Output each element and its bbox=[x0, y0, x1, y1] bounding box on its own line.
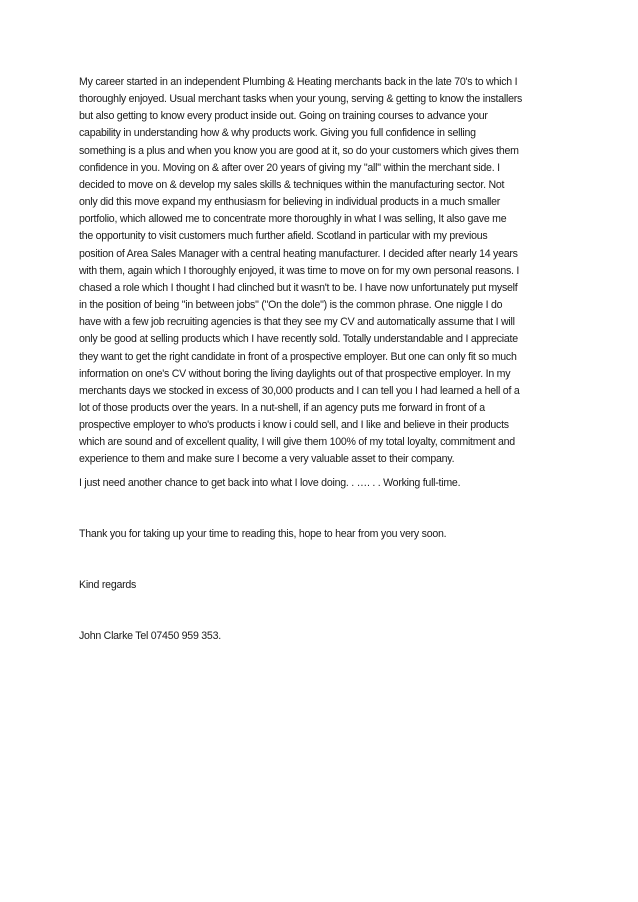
body-line: something is a plus and when you know you are good at it, so do your customers which gives them bbox=[79, 144, 519, 157]
body-line: information on one's CV without boring the living daylights out of that prospective employer. In my bbox=[79, 367, 511, 380]
body-line: thoroughly enjoyed. Usual merchant tasks when your young, serving & getting to know the installers bbox=[79, 93, 523, 106]
body-line: lot of those products over the years. In a nut-shell, if an agency puts me forward in front of a bbox=[79, 401, 485, 414]
body-line: confidence in you. Moving on & after over 20 years of giving my "all" within the merchant side. I bbox=[79, 161, 500, 174]
body-line: experience to them and make sure I become a very valuable asset to their company. bbox=[79, 453, 455, 466]
thanks-paragraph: Thank you for taking up your time to reading this, hope to hear from you very soon. bbox=[79, 527, 447, 540]
body-line: only be good at selling products which I have recently sold. Totally understandable and I appreciate bbox=[79, 333, 518, 346]
body-line: they want to get the right candidate in front of a prospective employer. But one can only fit so much bbox=[79, 350, 517, 363]
signature-line: John Clarke Tel 07450 959 353. bbox=[79, 630, 221, 643]
body-line: the opportunity to visit customers much further afield. Scotland in particular with my previous bbox=[79, 230, 488, 243]
body-line: position of Area Sales Manager with a central heating manufacturer. I decided after nearly 14 years bbox=[79, 247, 518, 260]
body-line: portfolio, which allowed me to concentrate more thoroughly in what I was selling, It also gave me bbox=[79, 213, 507, 226]
letter-page bbox=[79, 74, 565, 645]
body-line: have with a few job recruiting agencies is that they see my CV and automatically assume that I will bbox=[79, 316, 515, 329]
letter-body-paragraph bbox=[79, 74, 565, 469]
body-line: chased a role which I thought I had clinched but it wasn't to be. I have now unfortunately put myself bbox=[79, 281, 518, 294]
body-line: only did this move expand my enthusiasm for believing in individual products in a much smaller bbox=[79, 196, 501, 209]
body-line: My career started in an independent Plumbing & Heating merchants back in the late 70's to which I bbox=[79, 76, 518, 88]
body-line: merchants days we stocked in excess of 30,000 products and I can tell you I had learned a hell of a bbox=[79, 384, 520, 397]
body-line: with them, again which I thoroughly enjoyed, it was time to move on for my own personal reasons. I bbox=[79, 264, 520, 277]
body-line: capability in understanding how & why products work. Giving you full confidence in selling bbox=[79, 127, 476, 140]
short-paragraph: I just need another chance to get back into what I love doing. . …. . . Working full-time. bbox=[79, 476, 461, 489]
body-line: but also getting to know every product inside out. Going on training courses to advance your bbox=[79, 110, 488, 123]
body-line: in the position of being "in between jobs" ("On the dole") is the common phrase. One niggle I do bbox=[79, 299, 503, 312]
body-line: prospective employer to who's products i know i could sell, and I like and believe in their products bbox=[79, 419, 509, 432]
closing-line: Kind regards bbox=[79, 578, 137, 591]
body-line: which are sound and of excellent quality, I will give them 100% of my total loyalty, commitment and bbox=[79, 436, 515, 449]
body-line: decided to move on & develop my sales skills & techniques within the manufacturing sector. Not bbox=[79, 178, 505, 191]
